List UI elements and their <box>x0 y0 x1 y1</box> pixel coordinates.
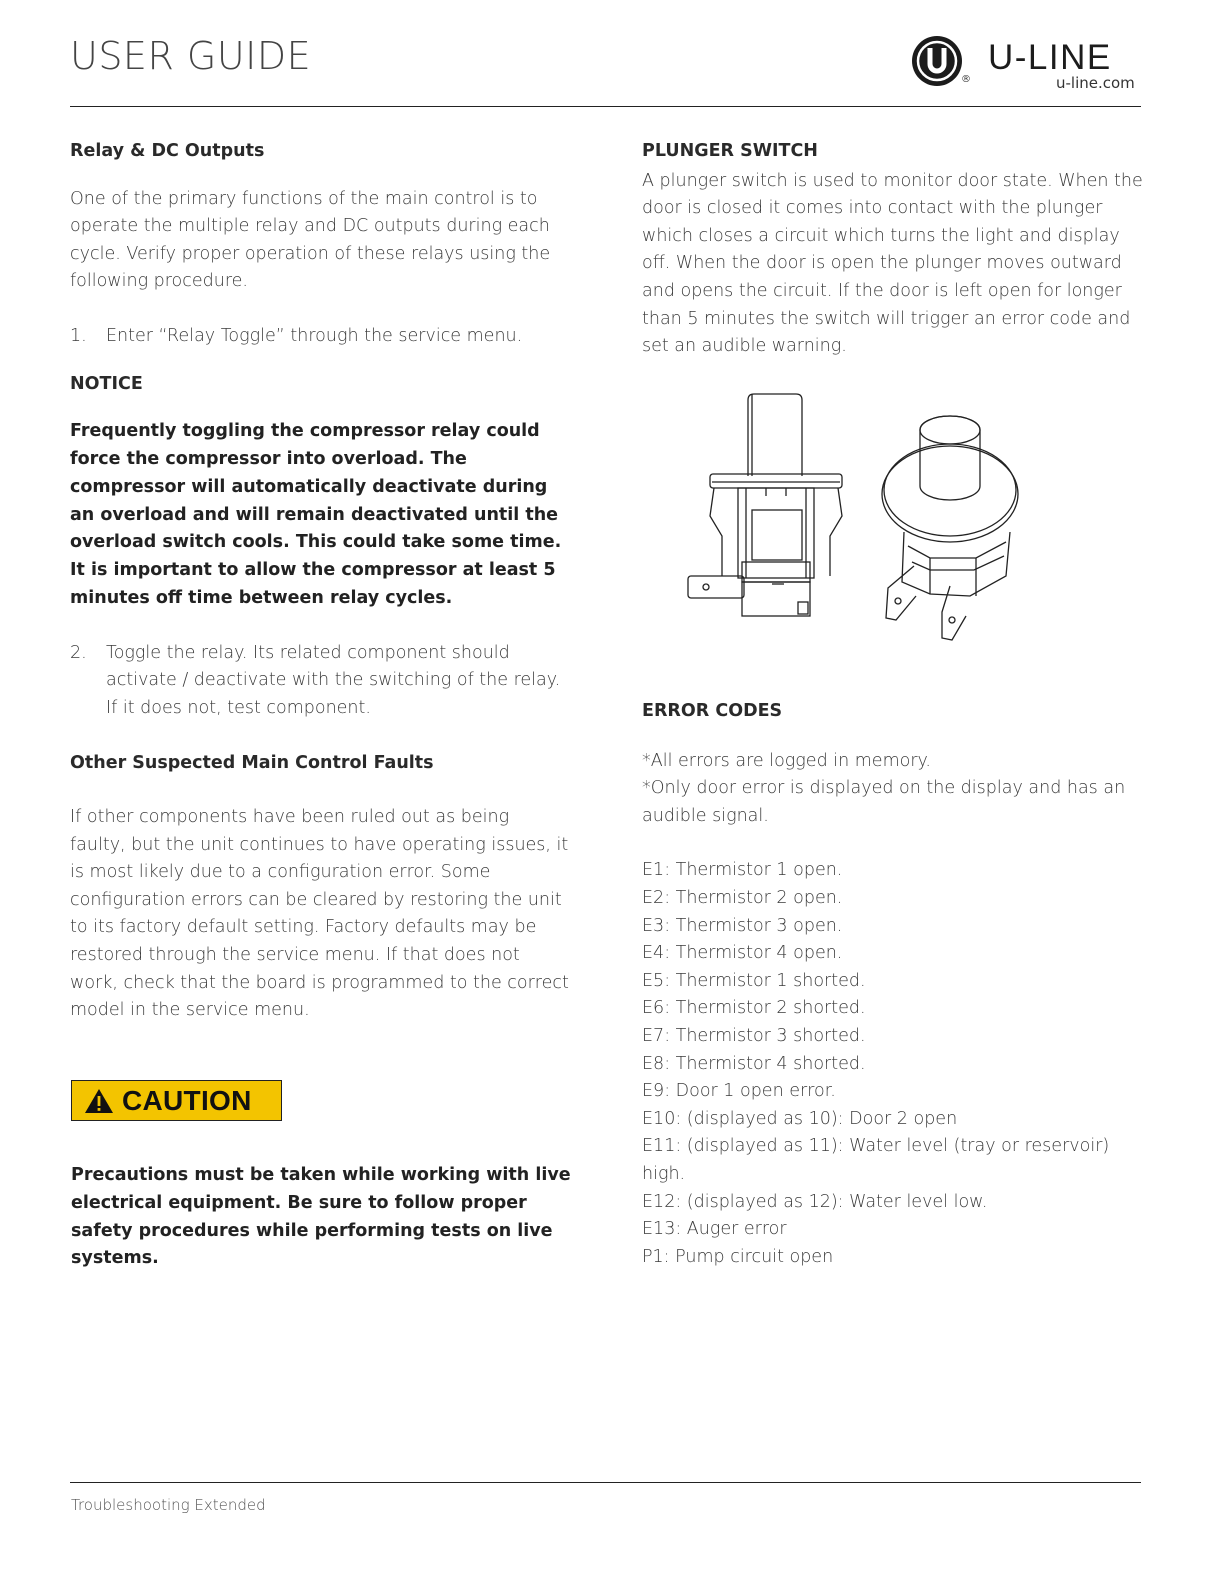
right-column <box>642 138 1144 361</box>
error-code-item: P1: Pump circuit open <box>642 1246 834 1267</box>
error-code-item: E2: Thermistor 2 open. <box>642 887 843 908</box>
relay-intro: One of the primary functions of the main control is to operate the multiple relay and DC outputs during each cycle. Verify proper operation of these relays using the following procedure. <box>70 188 551 292</box>
registered-mark: ® <box>961 74 971 85</box>
faults-text: If other components have been ruled out as being faulty, but the unit continues to have operating issues, it is most likely due to a configuration error. Some configuration errors can be cleared by restoring the unit to its factory default setting. Factory defaults may be restored through the service menu. If that does not work, check that the board is programmed to the correct model in the service menu. <box>70 807 569 1021</box>
caution-column <box>71 1162 571 1273</box>
plunger-text: A plunger switch is used to monitor door state. When the door is closed it comes into contact with the plunger which closes a circuit which turns the light and display off. When the door is open the plunger moves outward and opens the circuit. If the door is left open for longer than 5 minutes the switch will trigger an error code and set an audible warning. <box>642 170 1143 357</box>
brand-url: u-line.com <box>1056 74 1135 92</box>
notice-heading: NOTICE <box>70 373 143 394</box>
step-1-text: Enter “Relay Toggle” through the service menu. <box>106 325 523 346</box>
error-note-2: *Only door error is displayed on the display and has an audible signal. <box>642 778 1126 826</box>
error-code-item: E3: Thermistor 3 open. <box>642 915 843 936</box>
error-code-item: E9: Door 1 open error. <box>642 1081 836 1102</box>
error-code-item: E12: (displayed as 12): Water level low. <box>642 1191 988 1212</box>
left-column <box>70 138 570 1025</box>
faults-heading: Other Suspected Main Control Faults <box>70 752 434 773</box>
relay-heading: Relay & DC Outputs <box>70 141 265 161</box>
page-title: USER GUIDE <box>70 34 312 78</box>
error-note-1: *All errors are logged in memory. <box>642 750 931 771</box>
warning-triangle-icon <box>84 1088 114 1114</box>
caution-badge <box>71 1080 282 1121</box>
error-code-item: E8: Thermistor 4 shorted. <box>642 1053 866 1074</box>
error-code-item: E11: (displayed as 11): Water level (tray or reservoir) high. <box>642 1136 1110 1184</box>
caution-label: CAUTION <box>122 1084 252 1116</box>
caution-text: Precautions must be taken while working with live electrical equipment. Be sure to follow proper safety procedures while performing tests on live systems. <box>71 1165 571 1269</box>
error-code-item: E10: (displayed as 10): Door 2 open <box>642 1108 958 1129</box>
error-code-item: E1: Thermistor 1 open. <box>642 860 843 881</box>
step-1 <box>70 323 570 351</box>
step-2-number: 2. <box>70 642 87 663</box>
error-code-item: E5: Thermistor 1 shorted. <box>642 970 866 991</box>
error-code-item: E6: Thermistor 2 shorted. <box>642 998 866 1019</box>
error-heading: ERROR CODES <box>642 701 783 721</box>
error-codes-section <box>642 698 1144 1271</box>
footer-divider <box>70 1482 1141 1483</box>
plunger-switch-illustration <box>680 386 1040 646</box>
footer-text: Troubleshooting Extended <box>71 1496 266 1514</box>
error-code-list <box>642 857 1144 1271</box>
error-code-item: E13: Auger error <box>642 1219 787 1240</box>
step-2 <box>70 640 570 723</box>
error-code-item: E7: Thermistor 3 shorted. <box>642 1025 866 1046</box>
plunger-heading: PLUNGER SWITCH <box>642 141 818 161</box>
step-2-text: Toggle the relay. Its related component should activate / deactivate with the switching of the relay. If it does not, test component. <box>106 642 561 718</box>
switch-perspective-view-icon <box>882 416 1018 640</box>
switch-side-view-icon <box>688 394 842 616</box>
error-code-item: E4: Thermistor 4 open. <box>642 943 843 964</box>
brand-name: U-LINE <box>988 38 1112 77</box>
notice-text: Frequently toggling the compressor relay could force the compressor into overload. The compressor will automatically deactivate during an overload and will remain deactivated until the overload switch cools. This could take some time. It is important to allow the compressor at least 5 minutes off time between relay cycles. <box>70 421 562 608</box>
header-divider <box>70 106 1141 107</box>
step-1-number: 1. <box>70 325 87 346</box>
